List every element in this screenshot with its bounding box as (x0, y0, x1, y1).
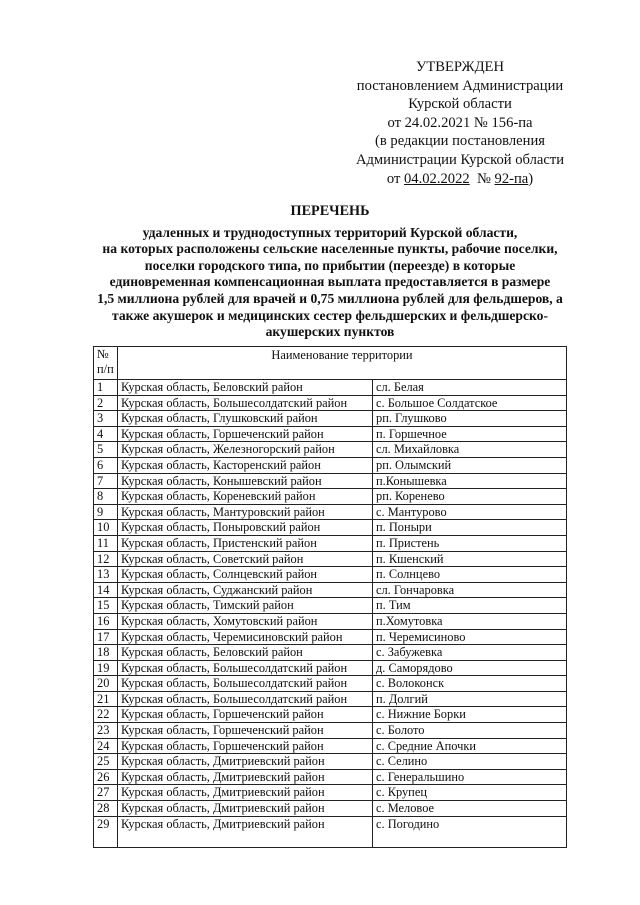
settlement-cell: с. Забужевка (373, 645, 567, 661)
settlement-cell: п. Долгий (373, 691, 567, 707)
territory-table (93, 346, 567, 848)
settlement-cell: сл. Михайловка (373, 442, 567, 458)
settlement-cell: п. Кшенский (373, 551, 567, 567)
region-cell: Курская область, Черемисиновский район (118, 629, 373, 645)
row-number: 15 (94, 598, 118, 614)
settlement-cell: с. Меловое (373, 801, 567, 817)
settlement-cell: с. Мантурово (373, 504, 567, 520)
table-row (94, 489, 567, 505)
region-cell: Курская область, Советский район (118, 551, 373, 567)
settlement-cell: с. Селино (373, 754, 567, 770)
settlement-cell: д. Саморядово (373, 660, 567, 676)
header-num-cell (94, 347, 118, 380)
row-number: 24 (94, 738, 118, 754)
header-territory-name: Наименование территории (118, 347, 567, 380)
table-row (94, 551, 567, 567)
approval-line-7-sep: № (469, 170, 495, 187)
table-row (94, 582, 567, 598)
approval-line-6: Администрации Курской области (355, 151, 565, 168)
region-cell: Курская область, Горшеченский район (118, 738, 373, 754)
table-row (94, 535, 567, 551)
region-cell: Курская область, Большесолдатский район (118, 395, 373, 411)
heading-line: единовременная компенсационная выплата предоставляется в размере (109, 274, 551, 290)
settlement-cell: рп. Глушково (373, 411, 567, 427)
heading-line: 1,5 миллиона рублей для врачей и 0,75 миллиона рублей для фельдшеров, а (97, 290, 563, 306)
settlement-cell: рп. Коренево (373, 489, 567, 505)
region-cell: Курская область, Большесолдатский район (118, 660, 373, 676)
table-header-row (94, 347, 567, 380)
settlement-cell: п. Поныри (373, 520, 567, 536)
region-cell: Курская область, Дмитриевский район (118, 754, 373, 770)
row-number: 12 (94, 551, 118, 567)
settlement-cell: с. Генеральшино (373, 769, 567, 785)
table-row (94, 520, 567, 536)
region-cell: Курская область, Большесолдатский район (118, 691, 373, 707)
region-cell: Курская область, Беловский район (118, 380, 373, 396)
table-row (94, 801, 567, 817)
approval-line-4: от 24.02.2021 № 156-па (387, 114, 533, 131)
table-row (94, 395, 567, 411)
region-cell: Курская область, Горшеченский район (118, 707, 373, 723)
table-row (94, 816, 567, 847)
table-row (94, 785, 567, 801)
table-row (94, 426, 567, 442)
table-row (94, 723, 567, 739)
settlement-cell: п. Тим (373, 598, 567, 614)
region-cell: Курская область, Мантуровский район (118, 504, 373, 520)
region-cell: Курская область, Дмитриевский район (118, 801, 373, 817)
settlement-cell: п. Горшечное (373, 426, 567, 442)
region-cell: Курская область, Тимский район (118, 598, 373, 614)
heading-line: поселки городского типа, по прибытии (переезде) в которые (144, 257, 516, 273)
approval-line-5: (в редакции постановления (375, 133, 545, 150)
approval-line-7-suffix: ) (528, 170, 534, 187)
row-number: 11 (94, 535, 118, 551)
table-row (94, 676, 567, 692)
region-cell: Курская область, Пристенский район (118, 535, 373, 551)
table-row (94, 473, 567, 489)
heading-line: также акушерок и медицинских сестер фельдшерских и фельдшерско- (112, 307, 548, 323)
row-number: 22 (94, 707, 118, 723)
approval-block (330, 58, 590, 188)
region-cell: Курская область, Горшеченский район (118, 723, 373, 739)
approval-number: 92-па (494, 170, 529, 187)
row-number: 2 (94, 395, 118, 411)
settlement-cell: п. Черемисиново (373, 629, 567, 645)
table-row (94, 660, 567, 676)
table-row (94, 442, 567, 458)
approval-title: УТВЕРЖДЕН (416, 59, 504, 75)
region-cell: Курская область, Солнцевский район (118, 567, 373, 583)
row-number: 17 (94, 629, 118, 645)
row-number: 27 (94, 785, 118, 801)
row-number: 19 (94, 660, 118, 676)
row-number: 4 (94, 426, 118, 442)
heading-line: на которых расположены сельские населенные пункты, рабочие поселки, (102, 241, 558, 257)
region-cell: Курская область, Поныровский район (118, 520, 373, 536)
region-cell: Курская область, Большесолдатский район (118, 676, 373, 692)
region-cell: Курская область, Суджанский район (118, 582, 373, 598)
table-row (94, 411, 567, 427)
region-cell: Курская область, Дмитриевский район (118, 769, 373, 785)
settlement-cell: с. Крупец (373, 785, 567, 801)
row-number: 16 (94, 613, 118, 629)
table-row (94, 754, 567, 770)
row-number: 1 (94, 380, 118, 396)
settlement-cell: п.Хомутовка (373, 613, 567, 629)
row-number: 25 (94, 754, 118, 770)
table-row (94, 613, 567, 629)
settlement-cell: с. Средние Апочки (373, 738, 567, 754)
region-cell: Курская область, Кореневский район (118, 489, 373, 505)
row-number: 28 (94, 801, 118, 817)
region-cell: Курская область, Конышевский район (118, 473, 373, 489)
approval-line-3: Курской области (408, 96, 512, 113)
region-cell: Курская область, Железногорский район (118, 442, 373, 458)
row-number: 5 (94, 442, 118, 458)
approval-line-7-prefix: от (386, 170, 404, 187)
document-heading (60, 203, 600, 341)
table-row (94, 707, 567, 723)
row-number: 10 (94, 520, 118, 536)
header-num: № (97, 347, 109, 361)
table-row (94, 380, 567, 396)
region-cell: Курская область, Дмитриевский район (118, 785, 373, 801)
row-number: 23 (94, 723, 118, 739)
region-cell: Курская область, Горшеченский район (118, 426, 373, 442)
row-number: 18 (94, 645, 118, 661)
row-number: 7 (94, 473, 118, 489)
settlement-cell: с. Погодино (373, 816, 567, 847)
settlement-cell: п. Пристень (373, 535, 567, 551)
settlement-cell: сл. Гончаровка (373, 582, 567, 598)
row-number: 6 (94, 457, 118, 473)
table-row (94, 629, 567, 645)
settlement-cell: с. Болото (373, 723, 567, 739)
table-row (94, 769, 567, 785)
table-row (94, 691, 567, 707)
region-cell: Курская область, Дмитриевский район (118, 816, 373, 847)
region-cell: Курская область, Касторенский район (118, 457, 373, 473)
header-num-2: п/п (97, 362, 114, 376)
row-number: 8 (94, 489, 118, 505)
heading-line: удаленных и труднодоступных территорий Курской области, (142, 224, 518, 240)
region-cell: Курская область, Хомутовский район (118, 613, 373, 629)
table-row (94, 738, 567, 754)
settlement-cell: рп. Олымский (373, 457, 567, 473)
table-row (94, 567, 567, 583)
settlement-cell: п. Солнцево (373, 567, 567, 583)
row-number: 26 (94, 769, 118, 785)
row-number: 29 (94, 816, 118, 847)
settlement-cell: сл. Белая (373, 380, 567, 396)
region-cell: Курская область, Беловский район (118, 645, 373, 661)
row-number: 13 (94, 567, 118, 583)
row-number: 21 (94, 691, 118, 707)
region-cell: Курская область, Глушковский район (118, 411, 373, 427)
approval-line-2: постановлением Администрации (356, 77, 564, 94)
heading-title: ПЕРЕЧЕНЬ (290, 203, 370, 219)
table-row (94, 457, 567, 473)
row-number: 3 (94, 411, 118, 427)
settlement-cell: с. Нижние Борки (373, 707, 567, 723)
settlement-cell: с. Волоконск (373, 676, 567, 692)
heading-lines (60, 225, 600, 341)
approval-line-7 (330, 170, 590, 189)
table-row (94, 598, 567, 614)
settlement-cell: с. Большое Солдатское (373, 395, 567, 411)
row-number: 20 (94, 676, 118, 692)
row-number: 9 (94, 504, 118, 520)
table-row (94, 504, 567, 520)
row-number: 14 (94, 582, 118, 598)
heading-line: акушерских пунктов (265, 324, 395, 340)
table-row (94, 645, 567, 661)
approval-date: 04.02.2022 (403, 170, 470, 187)
settlement-cell: п.Конышевка (373, 473, 567, 489)
